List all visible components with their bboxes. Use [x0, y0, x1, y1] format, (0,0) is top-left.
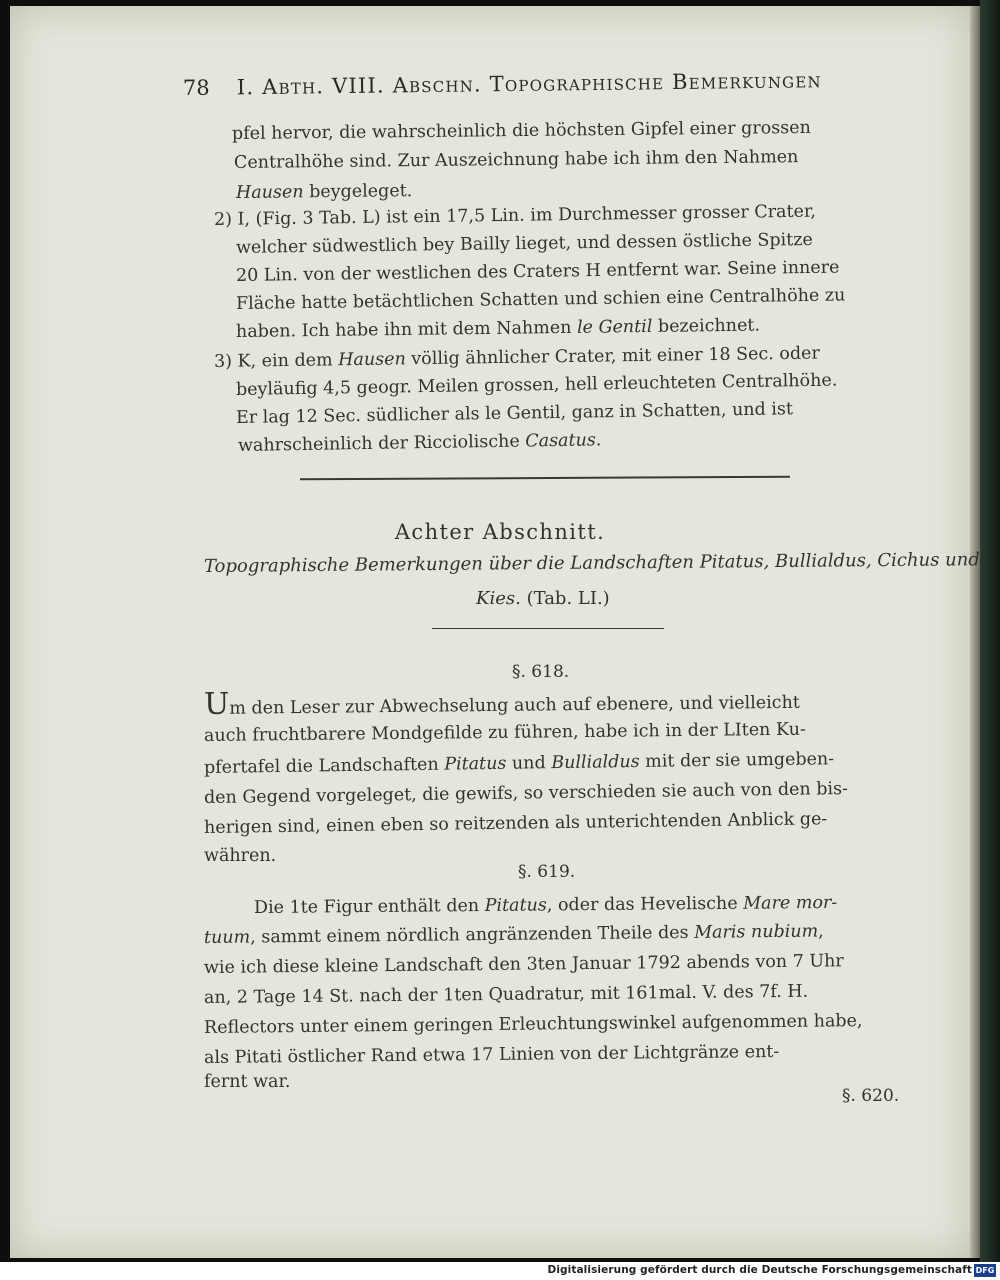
text-line: herigen sind, einen eben so reitzenden als unterichtenden Anblick ge-: [203, 809, 828, 838]
section-heading-618: §. 618.: [512, 662, 570, 682]
page-number: 78: [182, 75, 210, 100]
text-line: fernt war.: [204, 1072, 291, 1092]
running-title: I. Abth. VIII. Abschn. Topographische Bemerkungen: [236, 68, 822, 100]
crater-name-le-gentil: le Gentil: [576, 316, 653, 338]
landscape-name-bullialdus: Bullialdus: [551, 751, 640, 774]
text-line: Die 1te Figur enthält den Pitatus, oder das Hevelische Mare mor-: [253, 892, 838, 918]
text-line: als Pitati östlicher Rand etwa 17 Linien von der Lichtgränze ent-: [203, 1041, 780, 1068]
catchword-section-620: §. 620.: [842, 1086, 900, 1106]
text-line: Reflectors unter einem geringen Erleuchtungswinkel aufgenommen habe,: [203, 1011, 863, 1038]
chapter-subtitle-cont: Kies. (Tab. LI.): [476, 588, 610, 609]
text-line: auch fruchtbarere Mondgefilde zu führen, habe ich in der LIten Ku-: [203, 719, 806, 746]
text-line: welcher südwestlich bey Bailly lieget, und dessen östliche Spitze: [235, 229, 813, 258]
text-line: Er lag 12 Sec. südlicher als le Gentil, ganz in Schatten, und ist: [235, 399, 794, 428]
drop-cap: U: [203, 686, 230, 722]
text-line: wie ich diese kleine Landschaft den 3ten Januar 1792 abends von 7 Uhr: [203, 951, 844, 978]
chapter-subtitle: Topographische Bemerkungen über die Landschaften Pitatus, Bullialdus, Cichus und: [203, 549, 980, 577]
plate-reference: (Tab. LI.): [526, 588, 610, 609]
text-line: Centralhöhe sind. Zur Auszeichnung habe ich ihm den Nahmen: [233, 147, 799, 173]
text-line: Um den Leser zur Abwechselung auch auf ebenere, und vielleicht: [203, 686, 800, 722]
text-line: pfel hervor, die wahrscheinlich die höchsten Gipfel einer grossen: [231, 117, 811, 144]
crater-name-hausen: Hausen: [235, 182, 304, 203]
page-edge: [970, 6, 980, 1258]
text-line: an, 2 Tage 14 St. nach der 1ten Quadratur, mit 161mal. V. des 7f. H.: [203, 981, 809, 1008]
text-line: Fläche hatte betächtlichen Schatten und schien eine Centralhöhe zu: [235, 285, 846, 314]
chapter-title: Achter Abschnitt.: [394, 520, 606, 544]
text-line: haben. Ich habe ihn mit dem Nahmen le Gentil bezeichnet.: [235, 315, 761, 342]
book-spine: [980, 0, 1000, 1262]
title-divider: [432, 628, 664, 629]
dfg-logo: DFG: [975, 1266, 995, 1275]
landscape-name-pitatus: Pitatus: [444, 753, 507, 775]
section-heading-619: §. 619.: [518, 862, 576, 882]
text-line: Hausen beygeleget.: [235, 181, 413, 203]
crater-name-hausen: Hausen: [338, 349, 406, 371]
text-line: 3) K, ein dem Hausen völlig ähnlicher Crater, mit einer 18 Sec. oder: [213, 343, 820, 372]
text-line: den Gegend vorgeleget, die gewifs, so verschieden sie auch von den bis-: [203, 779, 849, 808]
text-line: wahrscheinlich der Ricciolische Casatus.: [237, 430, 602, 456]
text-line: 20 Lin. von der westlichen des Craters H entfernt war. Seine innere: [235, 257, 840, 286]
crater-name-casatus: Casatus: [525, 430, 596, 452]
text-line: 2) I, (Fig. 3 Tab. L) ist ein 17,5 Lin. im Durchmesser grosser Crater,: [213, 201, 817, 230]
book-page: [10, 6, 970, 1258]
text-line: beyläufig 4,5 geogr. Meilen grossen, hell erleuchteten Centralhöhe.: [235, 370, 838, 400]
text-line: währen.: [204, 846, 277, 866]
footer-credit: Digitalisierung gefördert durch die Deutsche Forschungsgemeinschaft: [547, 1264, 972, 1276]
text-line: tuum, sammt einem nördlich angränzenden Theile des Maris nubium,: [203, 921, 824, 948]
text-line: pfertafel die Landschaften Pitatus und Bullialdus mit der sie umgeben-: [203, 749, 835, 778]
